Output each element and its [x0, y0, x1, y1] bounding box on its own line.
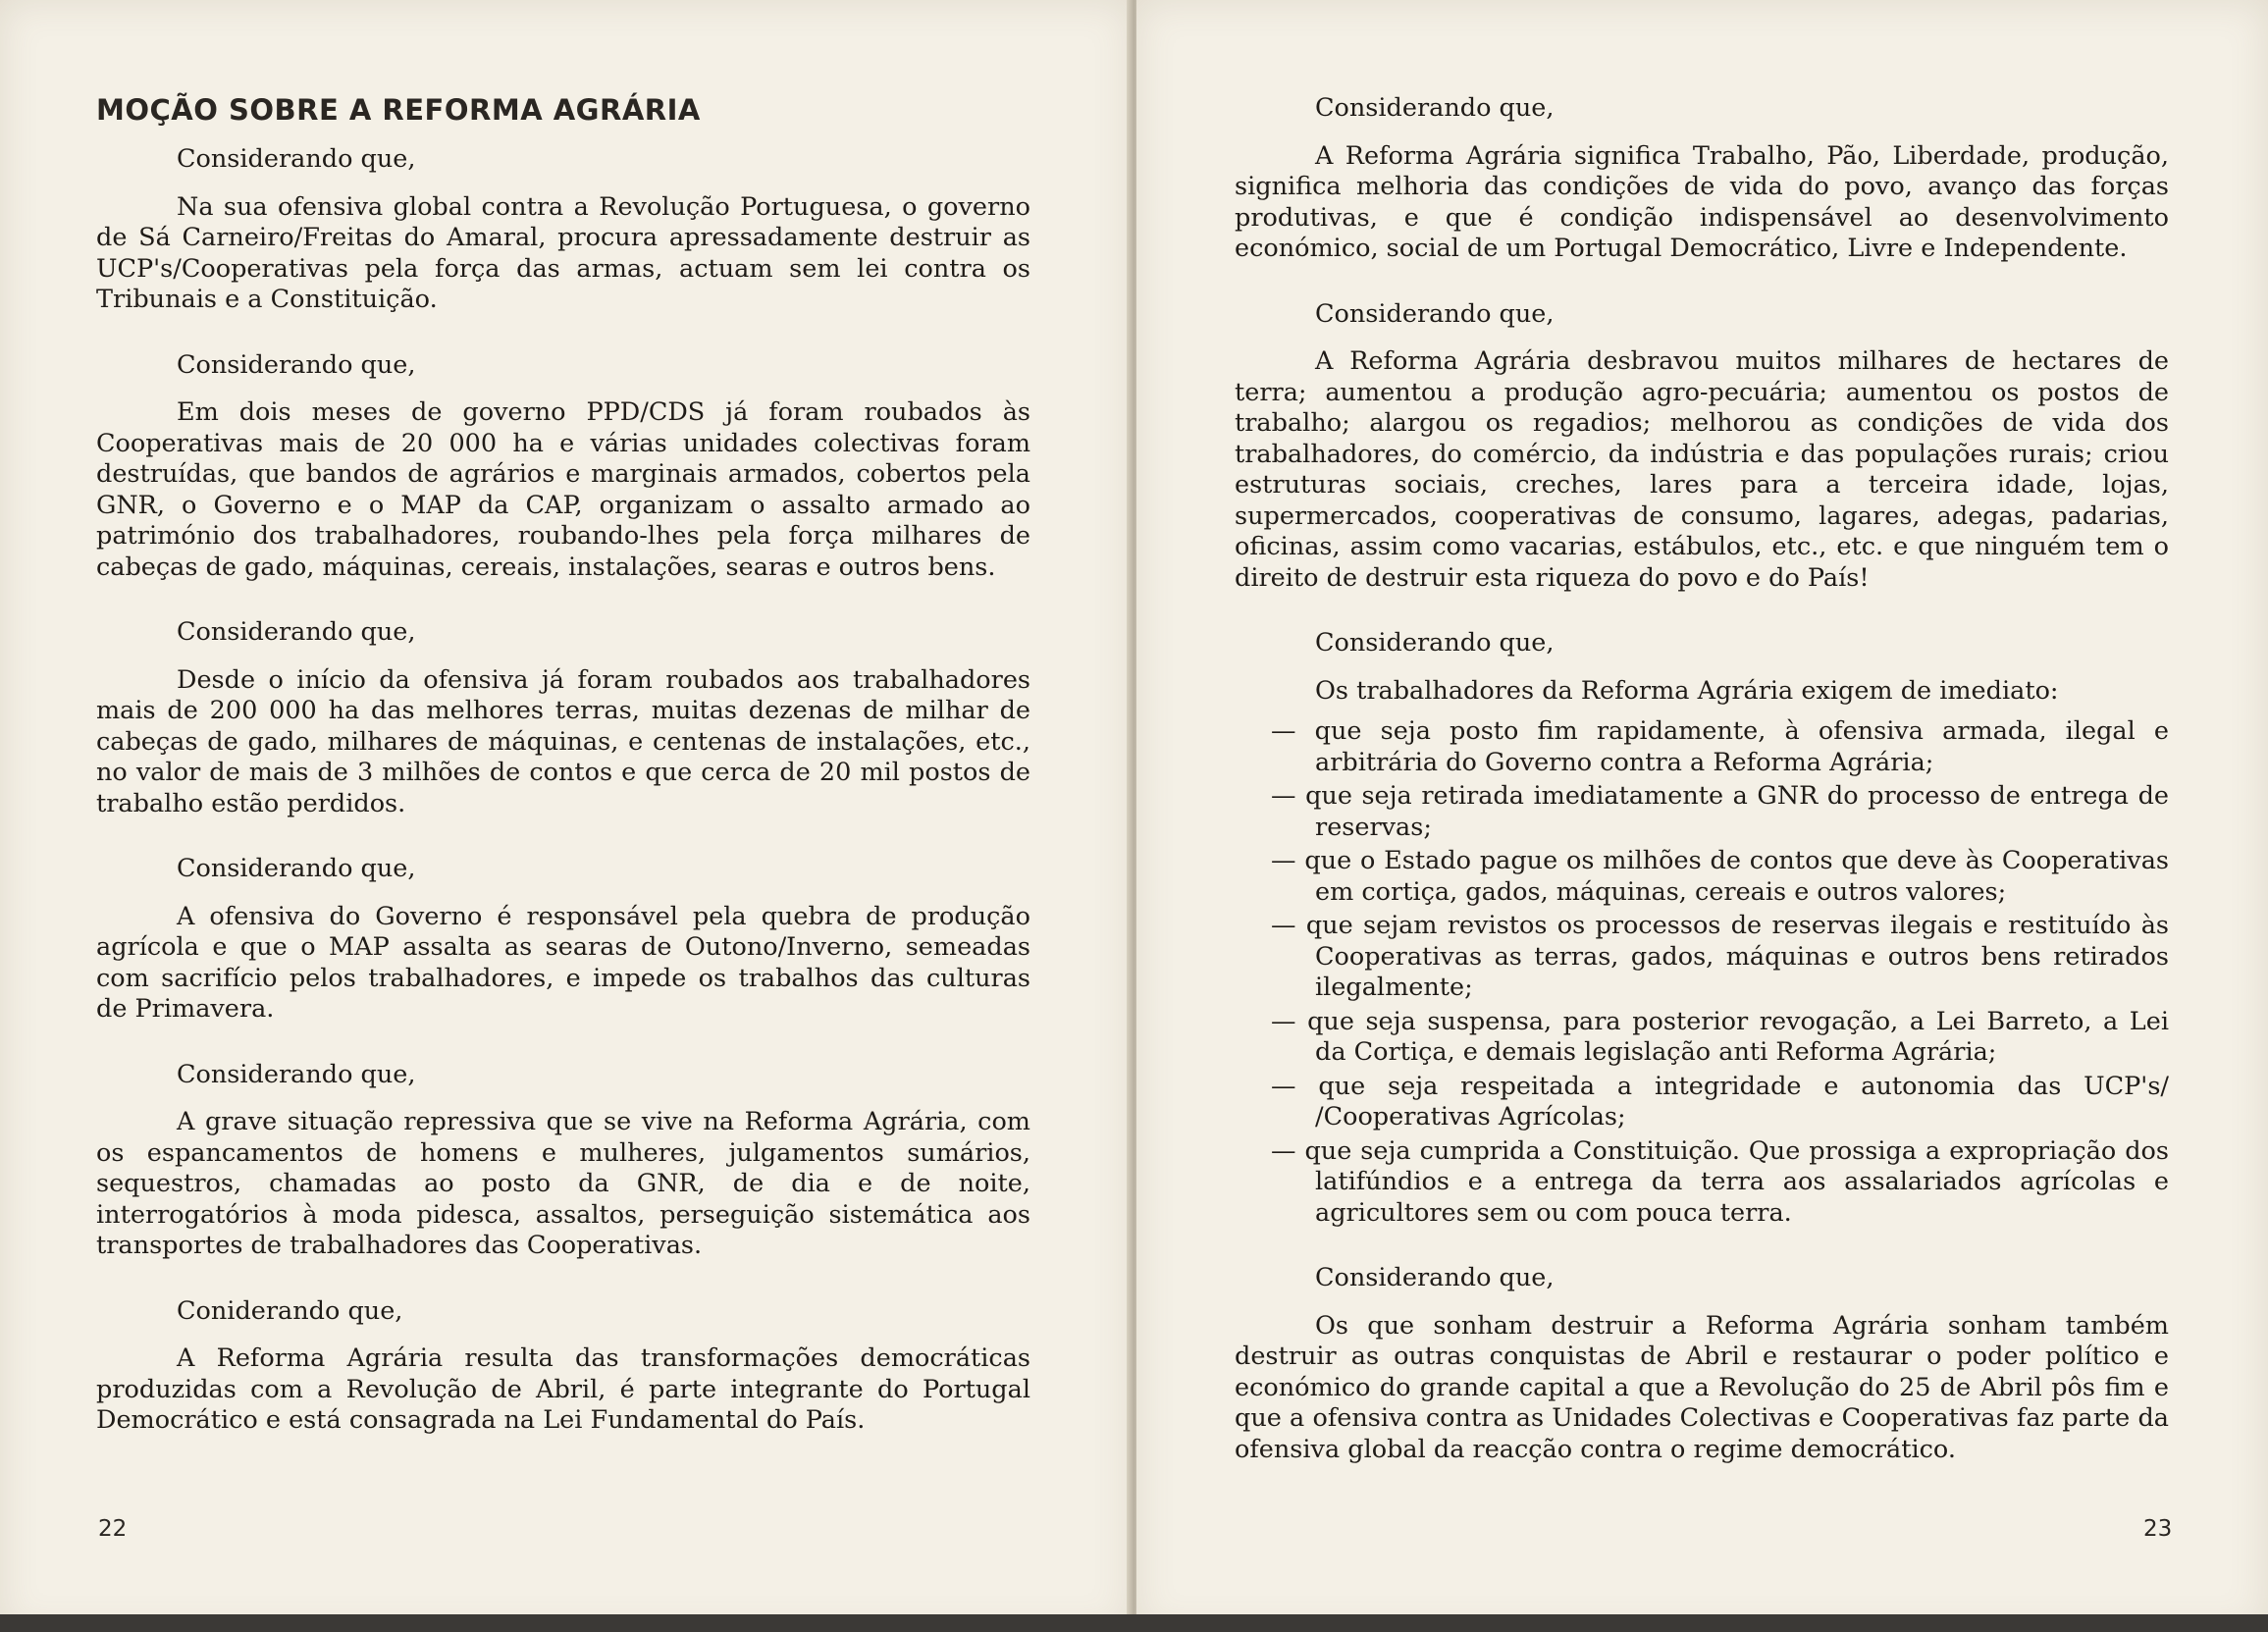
considering-intro: Considerando que, [177, 617, 416, 647]
demands-heading: Os trabalhadores da Reforma Agrária exigem de imediato: [1315, 675, 2059, 706]
page-title: MOÇÃO SOBRE A REFORMA AGRÁRIA [96, 93, 701, 127]
considering-intro: Considerando que, [1315, 298, 1555, 329]
demands-list [1235, 716, 2169, 1229]
demand-item: — que seja cumprida a Constituição. Que prossiga a expropriação dos latifúndios e a entrega da terra aos assalariados agrícolas e agricultores sem ou com pouca terra. [1271, 1135, 2169, 1228]
considering-intro: Considerando que, [177, 854, 416, 883]
considering-text: Em dois meses de governo PPD/CDS já foram roubados às Cooperativas mais de 20 000 ha e várias unidades colectivas foram destruídas, que bandos de agrários e marginais armados, cobertos pela GNR, o Governo e o MAP da CAP, organizam o assalto armado ao património dos trabalhadores, roubando-lhes pela força milhares de cabeças de gado, máquinas, cereais, instalações, searas e outros bens. [96, 397, 1030, 582]
considering-intro: Coniderando que, [177, 1295, 403, 1326]
demand-item: — que o Estado pague os milhões de contos que deve às Cooperativas em cortiça, gados, máquinas, cereais e outros valores; [1271, 846, 2169, 907]
considering-intro: Considerando que, [177, 349, 416, 380]
page-number: 22 [98, 1516, 128, 1542]
considering-intro: Considerando que, [1315, 628, 1555, 658]
considering-text: A Reforma Agrária significa Trabalho, Pão, Liberdade, produção, significa melhoria das condições de vida do povo, avanço das forças produtivas, e que é condição indispensável ao desenvolvimento económico, social de um Portugal Democrático, Livre e Independente. [1235, 140, 2169, 263]
considering-text: A Reforma Agrária desbravou muitos milhares de hectares de terra; aumentou a produção agro-pecuária; aumentou os postos de trabalho; alargou os regadios; melhorou as condições de vida dos trabalhadores, do comércio, da indústria e das populações rurais; criou estruturas sociais, creches, lares para a terceira idade, lojas, supermercados, cooperativas de consumo, lagares, adegas, padarias, oficinas, assim como vacarias, estábulos, etc., etc. e que ninguém tem o direito de destruir esta riqueza do povo e do País! [1235, 346, 2169, 593]
considering-intro: Considerando que, [1315, 93, 1555, 123]
considering-text: Os que sonham destruir a Reforma Agrária sonham também destruir as outras conquistas de Abril e restaurar o poder político e económico do grande capital a que a Revolução do 25 de Abril pôs fim e que a ofensiva contra as Unidades Colectivas e Cooperativas faz parte da ofensiva global da reacção contra o regime democrático. [1235, 1310, 2169, 1464]
considering-text: A Reforma Agrária resulta das transformações democráticas produzidas com a Revolução de Abril, é parte integrante do Portugal Democrático e está consagrada na Lei Fundamental do País. [96, 1343, 1030, 1435]
demand-item: — que seja respeitada a integridade e autonomia das UCP's/ /Cooperativas Agrícolas; [1271, 1071, 2169, 1132]
considering-text: A ofensiva do Governo é responsável pela quebra de produção agrícola e que o MAP assalta as searas de Outono/Inverno, semeadas com sacrifício pelos trabalhadores, e impede os trabalhos das culturas de Primavera. [96, 901, 1030, 1024]
left-column [96, 93, 1030, 1471]
considering-text: A grave situação repressiva que se vive na Reforma Agrária, com os espancamentos de homens e mulheres, julgamentos sumários, sequestros, chamadas ao posto da GNR, de dia e de noite, interrogatórios à moda pidesca, assaltos, perseguição sistemática aos transportes de trabalhadores das Cooperativas. [96, 1107, 1030, 1260]
page-number: 23 [2143, 1516, 2173, 1542]
right-column [1235, 93, 2169, 1500]
considering-intro: Considerando que, [177, 1059, 416, 1089]
considering-text: Na sua ofensiva global contra a Revolução Portuguesa, o governo de Sá Carneiro/Freitas do Amaral, procura apressadamente destruir as UCP's/Cooperativas pela força das armas, actuam sem lei contra os Tribunais e a Constituição. [96, 191, 1030, 314]
considering-intro: Considerando que, [1315, 1263, 1555, 1292]
demand-item: — que sejam revistos os processos de reservas ilegais e restituído às Cooperativas as terras, gados, máquinas e outros bens retirados ilegalmente; [1271, 911, 2169, 1002]
right-page [1136, 0, 2268, 1632]
scan-background-edge [0, 1614, 2268, 1632]
demand-item: — que seja retirada imediatamente a GNR do processo de entrega de reservas; [1271, 781, 2169, 842]
considering-text: Desde o início da ofensiva já foram roubados aos trabalhadores mais de 200 000 ha das melhores terras, muitas dezenas de milhar de cabeças de gado, milhares de máquinas, e centenas de instalações, etc., no valor de mais de 3 milhões de contos e que cerca de 20 mil postos de trabalho estão perdidos. [96, 664, 1030, 818]
demand-item: — que seja posto fim rapidamente, à ofensiva armada, ilegal e arbitrária do Governo contra a Reforma Agrária; [1271, 716, 2169, 777]
demand-item: — que seja suspensa, para posterior revogação, a Lei Barreto, a Lei da Cortiça, e demais legislação anti Reforma Agrária; [1271, 1006, 2169, 1067]
considering-intro: Considerando que, [177, 144, 416, 174]
left-page [0, 0, 1132, 1632]
